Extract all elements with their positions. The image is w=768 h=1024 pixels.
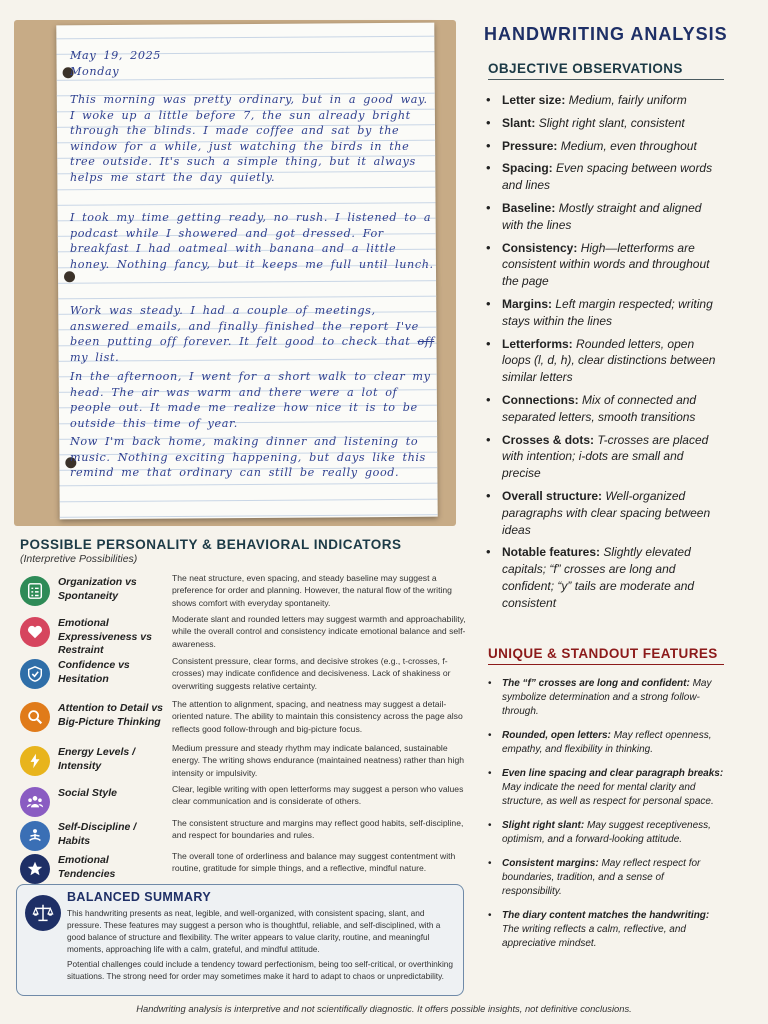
observation-item: • Baseline: Mostly straight and aligned with the lines [486,200,724,234]
trait-name: Organization vs Spontaneity [58,576,137,602]
observations-heading: OBJECTIVE OBSERVATIONS [488,61,724,80]
unique-features-heading: UNIQUE & STANDOUT FEATURES [488,646,724,665]
diary-paragraph: In the afternoon, I went for a short walk to clear my head. The air was warm and there were a lot of people out. It made me realize how nice it is to be outside this time of year. [70,370,431,430]
trait-row [20,742,468,782]
diary-photo [14,20,456,526]
diary-paragraph: Now I'm back home, making dinner and listening to music. Nothing exciting happening, but days like this remind me that ordinary can still be really good. [70,435,426,480]
summary-heading: BALANCED SUMMARY [67,890,212,904]
summary-paragraph: Potential challenges could include a tendency toward perfectionism, being too self-critical, or overthinking situations. The strong need for order may sometimes make it hard to adapt to chaos or unpredictability. [67,959,454,981]
magnifier-icon [20,702,50,732]
diary-day: Monday [70,65,120,78]
trait-description: Clear, legible writing with open letterforms may suggest a person who values clear communication and is considerate of others. [172,784,464,807]
trait-name: Energy Levels / Intensity [58,746,136,772]
diary-paragraph: I took my time getting ready, no rush. I listened to a podcast while I showered and got dressed. For breakfast I had oatmeal with banana and a little honey. Nothing fancy, but it keeps me full until lunch. [70,211,434,271]
unique-feature-item: • The “f” crosses are long and confident: May symbolize determination and a strong follow-through. [488,677,724,719]
observation-item: • Crosses & dots: T-crosses are placed with intention; i-dots are small and precise [486,432,724,482]
trait-row [20,655,468,695]
observation-item: • Consistency: High—letterforms are consistent within words and throughout the page [486,240,724,290]
observation-item: • Letterforms: Rounded letters, open loops (l, d, h), clear distinctions between similar letters [486,336,724,386]
summary-paragraph: This handwriting presents as neat, legible, and well-organized, with consistent spacing, slant, and pressure. These features may suggest a person who is thoughtful, reliable, and self-disciplined, with a good balance of structure and flexibility. The writer appears to value clarity, routine, and meaningful moments, approaching life with a calm, grateful, and mindful attitude. [67,908,441,954]
trait-name: Emotional Expressiveness vs Restraint [58,617,152,656]
scales-icon [25,895,61,931]
observation-item: • Pressure: Medium, even throughout [486,138,724,155]
observations-list [486,92,724,618]
observation-item: • Connections: Mix of connected and separated letters, smooth transitions [486,392,724,426]
heart-icon [20,617,50,647]
unique-features-list [488,677,724,961]
lightning-icon [20,746,50,776]
observation-item: • Notable features: Slightly elevated capitals; “f” crosses are long and confident; “y” tails are moderate and consistent [486,544,724,611]
unique-feature-item: • Even line spacing and clear paragraph breaks: May indicate the need for mental clarity and structure, as well as respect for personal space. [488,767,724,809]
trait-description: Moderate slant and rounded letters may suggest warmth and approachability, while the overall control and consistency indicate emotional balance and self-awareness. [172,614,466,649]
trait-description: The consistent structure and margins may reflect good habits, self-discipline, and respect for boundaries and rules. [172,818,464,841]
diary-paragraph: This morning was pretty ordinary, but in a good way. I woke up a little before 7, the sun already bright through the blinds. I made coffee and sat by the window for a while, just watching the birds in the tree outside. It's such a simple thing, but it always helps me start the day quietly. [70,93,428,184]
trait-description: Medium pressure and steady rhythm may indicate balanced, sustainable energy. The writing shows endurance (maintained neatness) rather than high intensity or impulsivity. [172,743,465,778]
trait-name: Confidence vs Hesitation [58,659,130,685]
trait-name: Social Style [58,787,117,799]
diary-paragraph: Work was steady. I had a couple of meetings, answered emails, and finally finished the report I've been putting off forever. It felt good to check that off my list. [70,304,435,364]
observation-item: • Letter size: Medium, fairly uniform [486,92,724,109]
struck-word: off [417,335,435,349]
trait-name: Attention to Detail vs Big-Picture Thinking [58,702,164,728]
unique-feature-item: • Rounded, open letters: May reflect openness, empathy, and flexibility in thinking. [488,729,724,757]
trait-name: Emotional Tendencies [58,854,116,880]
punch-hole [64,271,75,282]
trait-name: Self-Discipline / Habits [58,821,137,847]
observation-item: • Slant: Slight right slant, consistent [486,115,724,132]
trait-description: The overall tone of orderliness and balance may suggest contentment with routine, gratitude for simple things, and a reflective, mindful nature. [172,851,456,874]
trait-description: The neat structure, even spacing, and steady baseline may suggest a preference for order and planning. However, the natural flow of the writing shows comfort with everyday spontaneity. [172,573,452,608]
page-title: HANDWRITING ANALYSIS [484,24,728,44]
personality-heading: POSSIBLE PERSONALITY & BEHAVIORAL INDICATORS [20,537,402,552]
trait-description: The attention to alignment, spacing, and neatness may suggest a detail-oriented nature. The ability to maintain this consistency across the page also reflects good follow-through and big-picture focus. [172,699,463,734]
trait-row [20,613,468,656]
personality-subheading: (Interpretive Possibilities) [20,553,138,565]
trait-row [20,572,468,612]
star-icon [20,854,50,884]
checklist-icon [20,576,50,606]
shield-check-icon [20,659,50,689]
observation-item: • Overall structure: Well-organized paragraphs with clear spacing between ideas [486,488,724,538]
meditation-icon [20,821,50,851]
summary-text [67,907,457,982]
unique-feature-item: • The diary content matches the handwriting: The writing reflects a calm, reflective, and appreciative mindset. [488,909,724,951]
trait-description: Consistent pressure, clear forms, and decisive strokes (e.g., t-crosses, f-crosses) may indicate confidence and decisiveness. Lack of shakiness or overwriting suggests relative certainty. [172,656,451,691]
disclaimer-footer: Handwriting analysis is interpretive and not scientifically diagnostic. It offers possible insights, not definitive conclusions. [136,1003,632,1014]
unique-feature-item: • Slight right slant: May suggest receptiveness, optimism, and a forward-looking attitude. [488,819,724,847]
balanced-summary-box [16,884,464,996]
diary-date: May 19, 2025 [70,49,162,62]
trait-row [20,698,468,738]
observation-item: • Margins: Left margin respected; writing stays within the lines [486,296,724,330]
unique-feature-item: • Consistent margins: May reflect respect for boundaries, tradition, and a sense of responsibility. [488,857,724,899]
observation-item: • Spacing: Even spacing between words and lines [486,160,724,194]
people-icon [20,787,50,817]
